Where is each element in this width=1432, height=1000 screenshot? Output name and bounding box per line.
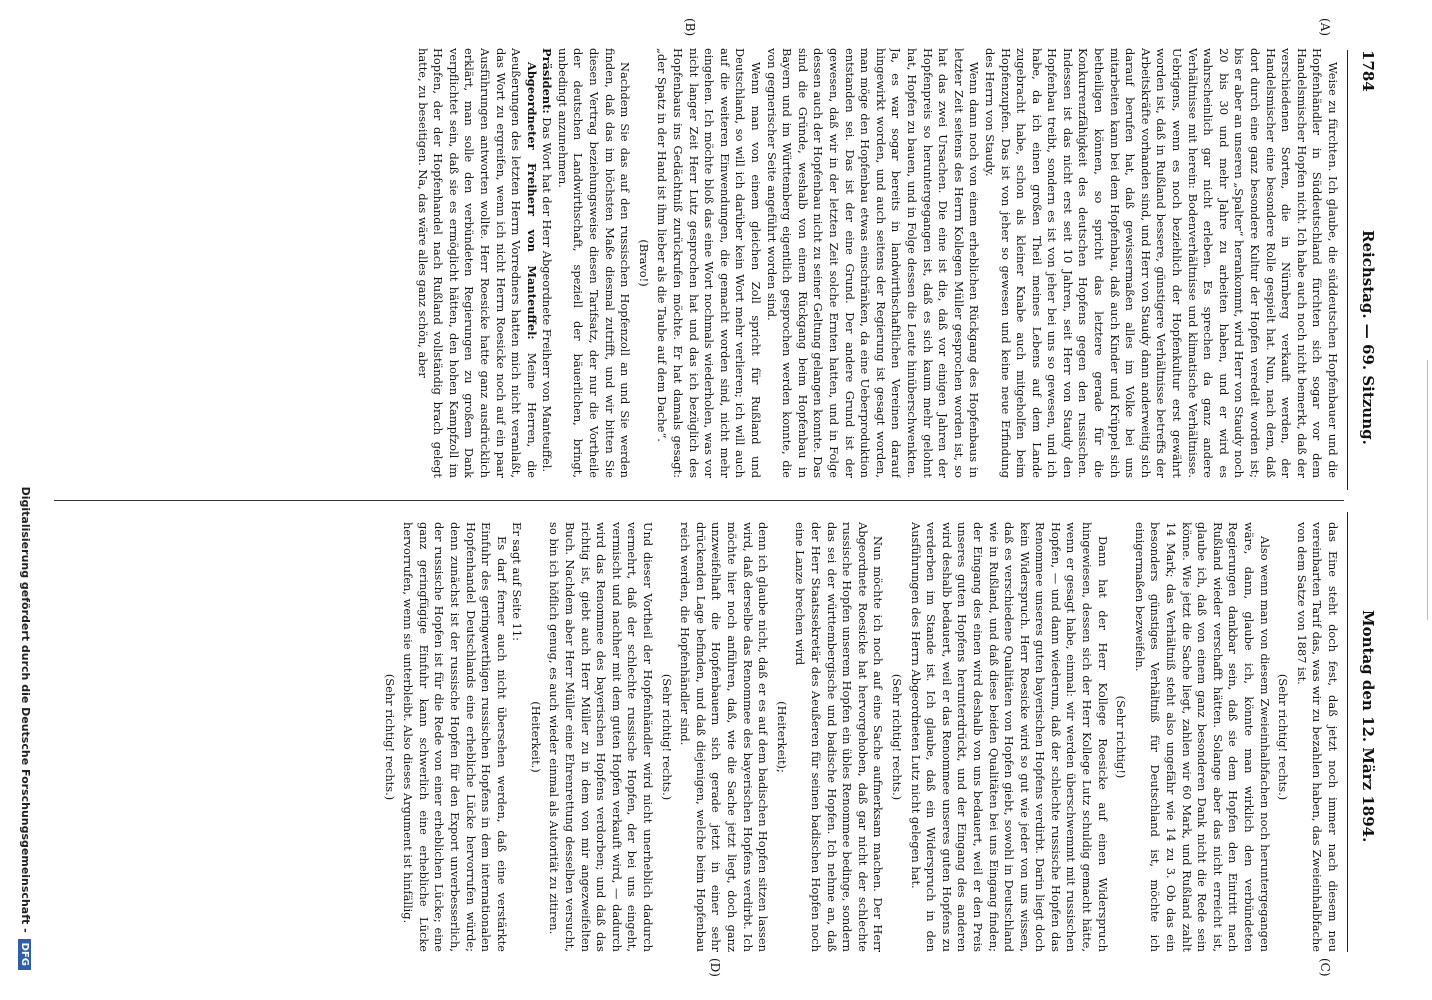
page-number: 1784 xyxy=(1359,50,1377,92)
paragraph: Er sagt auf Seite 11: xyxy=(510,522,525,641)
header-rule-right xyxy=(1347,512,1348,952)
speaker-text: Meine Herren, die Aeußerungen des letzten Herrn Vorredners hatten mich nicht veranlaßt, das Wort zu ergreifen, wenn ich nicht Herrn Roesicke noch auf ein paar Ausführungen antworten wollte. Herr Roesicke hatte ganz ausdrücklich erklärt, man solle den verbündeten Regierungen zu großem Dank verpflichtet sein, daß sie es ermöglicht hätten, den hohen Kampfzoll im Hopfen, der der Hopfenhandel nach Rußland vollständig brach gelegt hatte, zu beseitigen. Na, das wäre alles ganz schön, aber xyxy=(415,48,539,478)
paragraph: denn ich glaube nicht, daß er es auf dem badischen Hopfen sitzen lassen wird, daß derselbe das Renommee des bayerischen Hopfens verdirbt. Ich möchte hier noch anführen, daß, wie die Sache jetzt liegt, doch ganz unzweifelhaft die Hopfenbauern sich gerade jetzt in einer sehr drückenden Lage befinden, und daß diejenigen, welche beim Hopfenbau reich werden, die Hopfenhändler sind. xyxy=(678,522,771,952)
paragraph: Dann hat der Herr Kollege Roesicke auf einen Widerspruch hingewiesen, dessen sich der Herr Kollege Lutz schuldig gemacht hätte, wenn er gesagt habe, einmal: wir werden überschwemmt mit russischen Hopfen, — und dann wiederum, daß der schlechte russische Hopfen das Renommee unseres guten bayerischen Hopfens verdirbt. Darin liegt doch kein Widerspruch. Herr Roesicke wird so gut wie jeder von uns wissen, daß es verschiedene Qualitäten von Hopfen giebt, sowohl in Deutschland wie in Rußland, und daß diese beiden Qualitäten bei uns Eingang finden; der Eingang des einen wird deshalb von uns bedauert, weil er den Preis unseres guten Hopfens herunterdrückt, und der Eingang des anderen wird deshalb bedauert, weil er das Renommee unseres guten Hopfens zu verderben im Stande ist. Ich glaube, daß ein Widerspruch in den Ausführungen des Herrn Abgeordneten Lutz nicht gelegen hat. xyxy=(908,522,1110,952)
margin-mark-d: (D) xyxy=(708,958,722,977)
paragraph: das Eine steht doch fest, daß jetzt noch immer nach diesem neu vereinbarten Tarif das, was wir zu bezahlen haben, das Zweieinhalbfache von dem Satze von 1887 ist. xyxy=(1294,522,1340,952)
dfg-badge: DFG xyxy=(18,939,31,970)
interjection: (Sehr richtig! rechts.) xyxy=(382,673,397,801)
speaker-label: Abgeordneter Freiherr von Manteuffel: xyxy=(524,62,539,340)
top-rule xyxy=(1427,360,1428,620)
paragraph: Nun möchte ich noch auf eine Sache aufmerksam machen. Der Herr Abgeordnete Roesicke hat hervorgehoben, daß gar nicht der schlechte russische Hopfen unserem Hopfen ein übles Renommee bedinge, sondern das sei der württembergische und badische Hopfen. Ich nehme an, daß der Herr Staatssekretär des Aeußeren für seinen badischen Hopfen noch eine Lanze brechen wird xyxy=(793,522,886,952)
speaker-paragraph xyxy=(414,48,539,478)
paragraph: Nachdem Sie das auf den russischen Hopfenzoll an und Sie werden finden, daß das im höchsten Maße diesmal zutrifft, und wir bitten Sie diesen Vertrag beziehungsweise diesen Tarifsatz, der nur die Vortheile der deutschen Landwirthschaft, speziell der bäuerlichen, bringt, unbedingt anzunehmen. xyxy=(555,48,633,478)
speaker-text: Das Wort hat der Herr Abgeordnete Freiherr von Manteuffel. xyxy=(540,117,555,472)
right-column xyxy=(50,522,1340,952)
interjection: (Heiterkeit.) xyxy=(528,701,543,773)
margin-mark-b: (B) xyxy=(683,18,697,37)
paragraph: Wenn dann noch von einem erheblichen Rückgang des Hopfenbaus in letzter Zeit seitens des Herrn Kollegen Müller gesprochen worden ist, so hat das zwei Ursachen. Die eine ist die, daß vor einigen Jahren der Hopfenpreis so heruntergegangen ist, daß es sich kaum mehr gelohnt hat, Hopfen zu bauen, und in Folge dessen die Leute hinüberschwenkten. Ja, es war sogar bereits in landwirthschaftlichen Vereinen darauf hingewirkt worden, und auch seitens der Regierung ist gesagt worden, man möge den Hopfenbau etwas einschränken, da eine Ueberproduktion entstanden sei. Das ist der eine Grund. Der andere Grund ist der gewesen, daß wir in der letzten Zeit solche Ernten hatten, und in Folge dessen auch der Hopfenbau nicht zu seiner Geltung gelangen konnte. Das sind die Gründe, weshalb von einem Rückgang beim Hopfenbau in Bayern und im Württemberg eigentlich gesprochen werden konnte, die von gegnerischer Seite angeführt worden sind. xyxy=(764,48,982,478)
interjection: (Sehr richtig! rechts.) xyxy=(1276,673,1291,801)
interjection: (Sehr richtig! rechts.) xyxy=(889,673,904,801)
header-rule-left xyxy=(1347,50,1348,490)
margin-mark-c: (C) xyxy=(1318,958,1332,977)
paragraph: Wenn man von einem gleichen Zoll spricht für Rußland und Deutschland, so will ich darüber kein Wort mehr verlieren; ich will auch auf die weiteren Einwendungen, die gemacht worden sind, nicht mehr eingehen. Ich möchte bloß das eine Wort nochmals wiederholen, was vor nicht langer Zeit Herr Lutz gesprochen hat und das ich bezüglich des Hopfenbaus ins Gedächtniß zurückrufen möchte. Er hat damals gesagt: „der Spatz in der Hand ist ihm lieber als die Taube auf dem Dache“. xyxy=(655,48,764,478)
paragraph: Also wenn man von diesem Zweieinhalbfachen noch heruntergegangen wäre, dann, glaube ich, könnte man wirklich den verbündeten Regierungen dankbar sein, daß sie dem Hopfen den Eintritt nach Rußland wieder verschafft hätten. Solange aber das nicht erreicht ist, glaube ich, daß von einem ganz besonderen Dank nicht die Rede sein könne. Wie jetzt die Sache liegt, zahlen wir 60 Mark, und Rußland zahlt 14 Mark; das Verhältniß steht also ungefähr wie 14 zu 3. Ob das ein besonders günstiges Verhältniß für Deutschland ist, möchte ich einigermaßen bezweifeln. xyxy=(1132,522,1272,952)
paragraph: Weise zu fürchten. Ich glaube, die süddeutschen Hopfenbauer und die Hopfenhändler in Süddeutschland fürchten sich sogar vor dem Handelsmischer Hopfen nicht. Ich habe auch noch nicht bemerkt, daß der verschiedenen Sorten, die in Nürnberg verkauft werden, der Handelsmischer eine besondere Rolle gespielt hat. Nun, nach dem, daß dort durch eine ganz besondere Kultur der Hopfen veredelt worden ist; bis er aber an unseren „Spalter“ herankommt, wird Herr von Staudy noch 20 bis 30 und mehr Jahre zu arbeiten haben, und er wird es wahrscheinlich gar nicht erleben. Es sprechen da ganz andere Verhältnisse mit herein: Bodenverhältnisse und klimatische Verhältnisse. Uebrigens, wenn es noch beziehlich der Hopfenkultur erst gewährt worden ist, daß in Rußland bessere, günstigere Verhältnisse betreffs der Arbeitskräfte vorhanden sind, und Herr von Staudy dann anderweitig sich darauf berufen hat, daß gewissermaßen alles im Volke bei uns mitarbeiten kann bei dem Hopfenbau, daß auch Kinder und Krüppel sich betheiligen können, so spricht das letztere gerade für die Konkurrenzfähigkeit des deutschen Hopfens gegen den russischen. Indessen ist das nicht erst seit 10 Jahren, seit Herr von Staudy den Hopfenbau treibt, sondern es ist von jeher bei uns so gewesen, und ich habe, da ich einen großen Theil meines Lebens auf dem Lande zugebracht habe, schon als kleiner Knabe auch mitgeholfen beim Hopfenzupfen. Das ist von jeher so gewesen und keine neue Erfindung des Herrn von Staudy. xyxy=(982,48,1340,478)
paragraph: Und dieser Vortheil der Hopfenhändler wird nicht unerheblich dadurch vermehrt, daß der schlechte russische Hopfen, der bei uns eingeht, vermischt und nachher mit dem guten Hopfen verkauft wird, — dadurch wird das Renommee des bayerischen Hopfens verdorben; und daß das richtig ist, giebt auch Herr Müller zu in dem von mir angezweifelten Buch. Nachdem aber Herr Müller eine Ehrenrettung desselben versucht, so bin ich höflich genug, es auch wieder einmal als Autorität zu zitiren. xyxy=(547,522,656,952)
stamp-text: Digitalisierung gefördert durch die Deutsche Forschungsgemeinschaft - xyxy=(19,486,32,933)
speaker-label: Präsident: xyxy=(540,48,555,114)
page-header xyxy=(1353,50,1377,950)
digitization-stamp xyxy=(10,40,32,970)
interjection: (Bravo!) xyxy=(636,239,651,287)
paragraph: Es darf ferner auch nicht übersehen werden, daß eine verstärkte Einfuhr des geringwerthigen russischen Hopfens in dem internationalen Hopfenhandel Deutschlands eine erhebliche Lücke hervorrufen würde; denn zunächst ist der russische Hopfen für den Export unverbesserlich, der russische Hopfen ist für die Rede von einer erheblichen Lücke; eine ganz geringfügige Einfuhr kann schwerlich eine erhebliche Lücke hervorrufen, wenn sie unterbleibt. Also dieses Argument ist hinfällig. xyxy=(401,522,509,952)
column-divider xyxy=(54,500,1344,501)
speaker-paragraph xyxy=(539,48,555,478)
margin-mark-a: (A) xyxy=(1318,18,1332,37)
header-session: Reichstag. — 69. Sitzung. xyxy=(1359,230,1377,445)
interjection: (Sehr richtig!) xyxy=(1114,695,1129,779)
interjection: (Heiterkeit); xyxy=(774,701,789,773)
interjection: (Sehr richtig! rechts.) xyxy=(659,673,674,801)
left-column xyxy=(50,48,1340,478)
header-date: Montag den 12. März 1894. xyxy=(1359,610,1377,843)
